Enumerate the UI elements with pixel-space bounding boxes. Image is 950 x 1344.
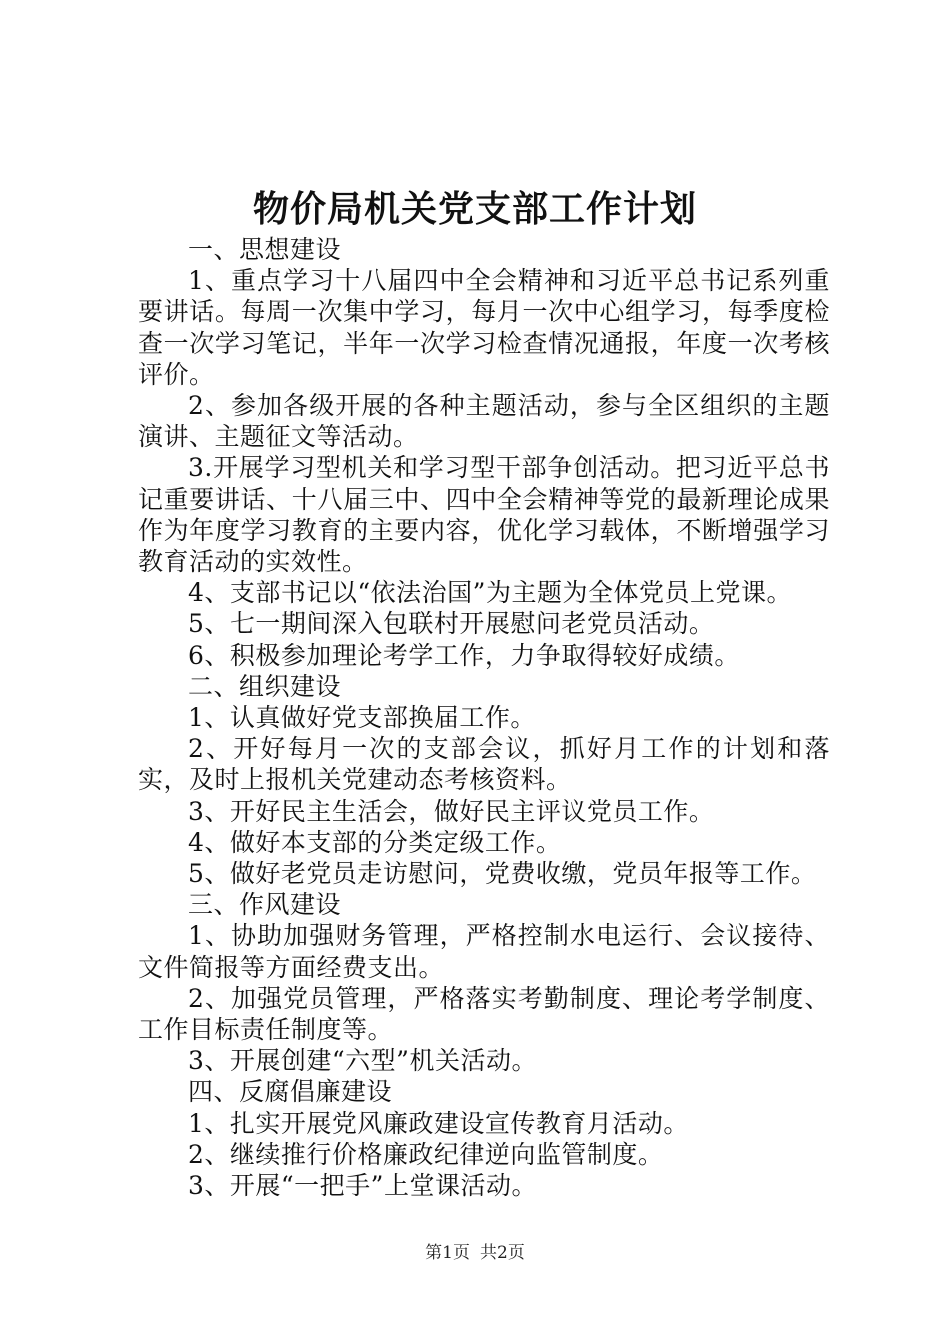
paragraph-item: 3、开好民主生活会，做好民主评议党员工作。 — [188, 796, 715, 826]
paragraph-item: 2、加强党员管理，严格落实考勤制度、理论考学制度、工作目标责任制度等。 — [138, 983, 830, 1045]
document-body — [138, 234, 830, 1201]
paragraph-item: 1、协助加强财务管理，严格控制水电运行、会议接待、文件简报等方面经费支出。 — [138, 921, 830, 982]
section-heading-anti-corruption: 四、反腐倡廉建设 — [188, 1077, 393, 1107]
page-number: 第1页 — [425, 1243, 470, 1263]
paragraph-item: 2、开好每月一次的支部会议，抓好月工作的计划和落实，及时上报机关党建动态考核资料。 — [138, 734, 830, 795]
paragraph-item: 5、做好老党员走访慰问，党费收缴，党员年报等工作。 — [188, 859, 817, 889]
paragraph-item: 2、继续推行价格廉政纪律逆向监管制度。 — [188, 1139, 664, 1169]
paragraph-item: 5、七一期间深入包联村开展慰问老党员活动。 — [188, 609, 715, 639]
page-footer — [0, 1241, 950, 1265]
section-heading-ideology: 一、思想建设 — [188, 235, 342, 264]
paragraph-item: 4、支部书记以“依法治国”为主题为全体党员上党课。 — [188, 578, 792, 608]
paragraph-item: 3、开展“一把手”上堂课活动。 — [188, 1171, 537, 1201]
section-heading-organization: 二、组织建设 — [188, 671, 342, 701]
document-title: 物价局机关党支部工作计划 — [252, 188, 697, 230]
paragraph-item: 1、重点学习十八届四中全会精神和习近平总书记系列重要讲话。每周一次集中学习，每月一次中心组学习，每季度检查一次学习笔记，半年一次学习检查情况通报，年度一次考核评价。 — [138, 266, 830, 389]
section-heading-work-style: 三、作风建设 — [188, 890, 342, 920]
page-total: 共2页 — [480, 1243, 525, 1263]
paragraph-item: 3.开展学习型机关和学习型干部争创活动。把习近平总书记重要讲话、十八届三中、四中全会精神等党的最新理论成果作为年度学习教育的主要内容，优化学习载体，不断增强学习教育活动的实效性。 — [138, 453, 830, 577]
paragraph-item: 1、认真做好党支部换届工作。 — [188, 703, 536, 733]
paragraph-item: 1、扎实开展党风廉政建设宣传教育月活动。 — [188, 1108, 689, 1138]
paragraph-item: 3、开展创建“六型”机关活动。 — [188, 1046, 537, 1076]
paragraph-item: 6、积极参加理论考学工作，力争取得较好成绩。 — [188, 640, 740, 670]
paragraph-item: 4、做好本支部的分类定级工作。 — [188, 827, 562, 857]
paragraph-item: 2、参加各级开展的各种主题活动，参与全区组织的主题演讲、主题征文等活动。 — [138, 391, 830, 452]
